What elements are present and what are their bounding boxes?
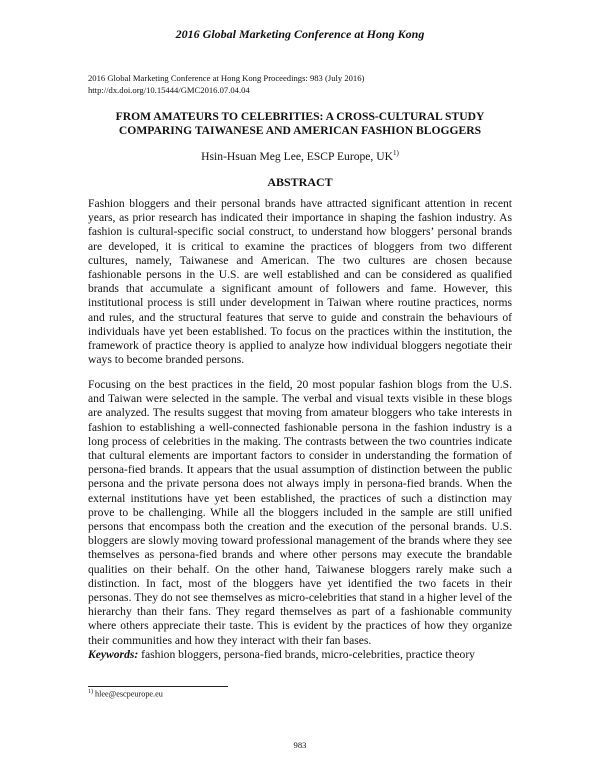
abstract-heading: ABSTRACT	[267, 175, 333, 189]
author-footnote-mark: 1)	[392, 149, 399, 157]
abstract-paragraph-2: Focusing on the best practices in the field, 20 most popular fashion blogs from the U.S. and Taiwan were selected in the sample. The verbal and visual texts visible in these blogs are analyzed. The results suggest that moving from amateur bloggers who take interests in fashion to establishing a well-connected fashionable persona in the fashion industry is a long process of celebrities in the making. The contrasts between the two countries indicate that cultural elements are important factors to consider in understanding the formation of persona-fied brands. It appears that the usual assumption of distinction between the public persona and the private persona does not always imply in persona-fied brands. When the external institutions have yet been established, the practices of such a distinction may prove to be challenging. While all the bloggers included in the sample are still unified persons that encompass both the creation and the execution of the personal brands. U.S. bloggers are slowly moving toward professional management of the brands where they see themselves as persona-fied brands and where other persons may execute the brandable qualities on their behalf. On the other hand, Taiwanese bloggers rarely make such a distinction. In fact, most of the bloggers have yet identified the two facets in their personas. They do not see themselves as micro-celebrities that stand in a higher level of the hierarchy than their fans. They regard themselves as part of a fashionable community where others appreciate their taste. This is evident by the practices of how they organize their communities and how they interact with their fan bases.	[88, 378, 512, 647]
proceedings-info	[88, 72, 528, 96]
keywords-line	[88, 648, 512, 662]
footnote-mark: 1)	[88, 689, 93, 695]
page-number: 983	[293, 740, 307, 750]
keywords-text: fashion bloggers, persona-fied brands, micro-celebrities, practice theory	[138, 648, 475, 661]
footnote-divider	[88, 686, 228, 687]
running-head: 2016 Global Marketing Conference at Hong Kong	[175, 27, 425, 41]
paper-title	[80, 110, 520, 138]
title-line-2: COMPARING TAIWANESE AND AMERICAN FASHION BLOGGERS	[118, 124, 482, 137]
author-name: Hsin-Hsuan Meg Lee, ESCP Europe, UK	[201, 149, 393, 163]
keywords-label: Keywords:	[88, 648, 139, 661]
author-line	[0, 149, 600, 163]
proceedings-line: 2016 Global Marketing Conference at Hong Kong Proceedings: 983 (July 2016)	[88, 73, 365, 83]
footnote	[88, 689, 163, 699]
doi-link[interactable]: http://dx.doi.org/10.15444/GMC2016.07.04.04	[88, 85, 250, 95]
abstract-paragraph-1: Fashion bloggers and their personal brands have attracted significant attention in recent years, as prior research has indicated their importance in shaping the fashion industry. As fashion is cultural-specific social construct, to understand how bloggers’ personal brands are developed, it is critical to examine the practices of bloggers from two different cultures, namely, Taiwanese and American. The two cultures are chosen because fashionable persons in the U.S. are well established and can be considered as qualified brands that accumulate a significant amount of followers and fame. However, this institutional process is still under development in Taiwan where routine practices, norms and rules, and the structural features that serve to guide and constrain the behaviours of individuals have yet been established. To focus on the practices within the institution, the framework of practice theory is applied to analyze how individual bloggers negotiate their ways to become branded persons.	[88, 197, 512, 367]
footnote-email: hlee@escpeurope.eu	[93, 689, 163, 699]
title-line-1: FROM AMATEURS TO CELEBRITIES: A CROSS-CULTURAL STUDY	[115, 110, 485, 123]
